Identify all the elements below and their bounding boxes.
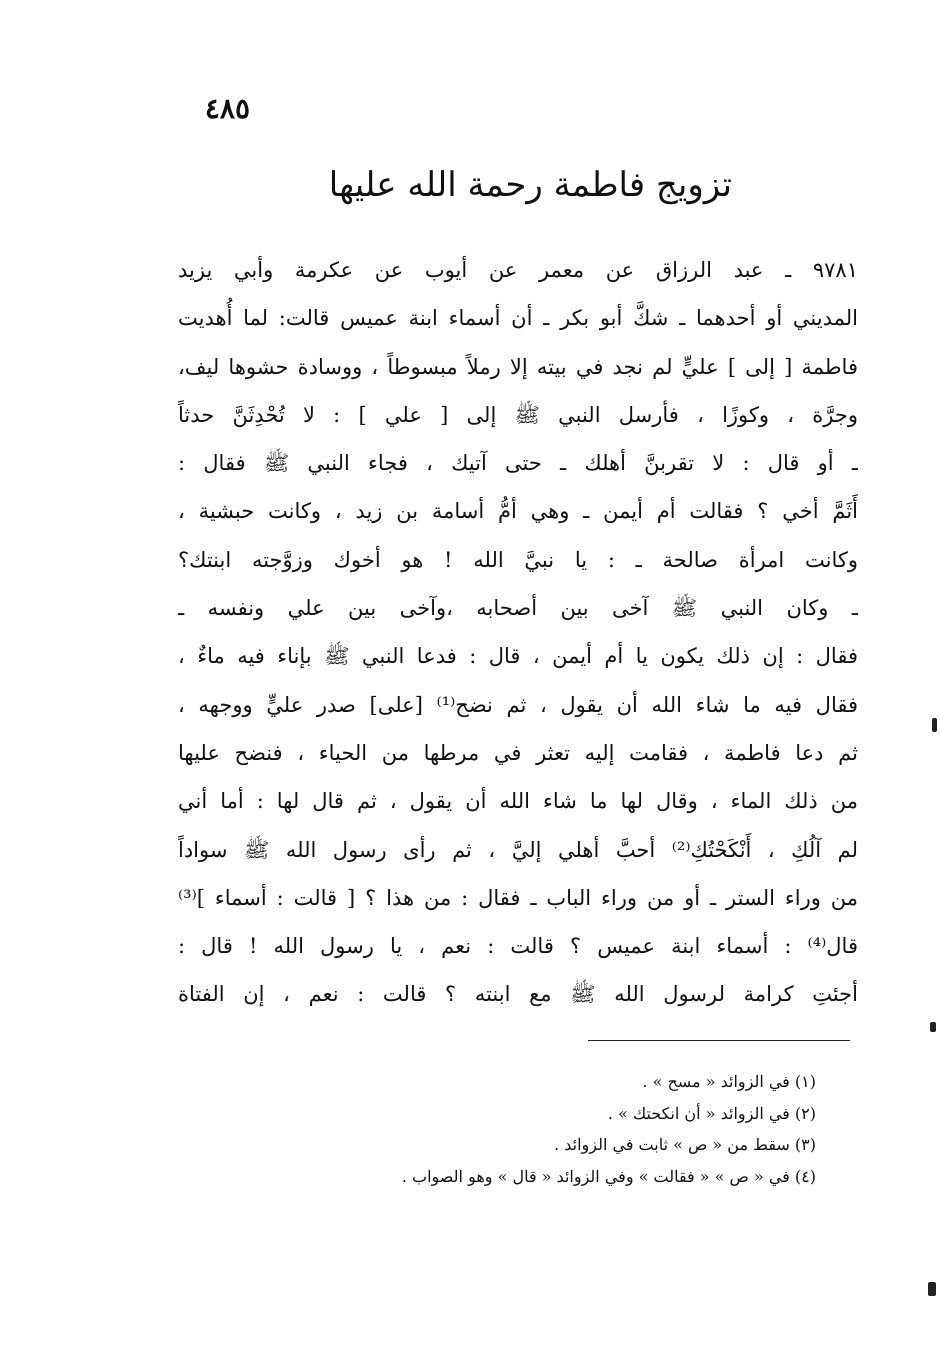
text-line: ثم دعا فاطمة ، فقامت إليه تعثر في مرطها من الحياء ، فنضح عليها <box>178 740 858 765</box>
text-line: وكانت امرأة صالحة ـ : يا نبيَّ الله ! هو أخوك وزوَّجته ابنتك؟ <box>178 547 858 572</box>
footnote-divider <box>588 1040 850 1041</box>
text-line: لم آلُكِ ، أَنْكَحْتُكِ⁽²⁾ أحبَّ أهلي إليَّ ، ثم رأى رسول الله ﷺ سواداً <box>178 837 858 862</box>
text-line: من ذلك الماء ، وقال لها ما شاء الله أن يقول ، ثم قال لها : أما أني <box>178 789 858 814</box>
text-line: أجئتِ كرامة لرسول الله ﷺ مع ابنته ؟ قالت : نعم ، إن الفتاة <box>178 982 858 1007</box>
footnote: (٣) سقط من « ص » ثابت في الزوائد . <box>554 1135 816 1155</box>
text-line: من وراء الستر ـ أو من وراء الباب ـ فقال : من هذا ؟ [ قالت : أسماء ]⁽³⁾ <box>178 885 858 910</box>
text-line: فاطمة [ إلى ] عليٍّ لم نجد في بيته إلا رملاً مبسوطاً ، ووسادة حشوها ليف، <box>178 354 858 379</box>
text-line: أَثَمَّ أخي ؟ فقالت أم أيمن ـ وهي أمُّ أسامة بن زيد ، وكانت حبشية ، <box>178 499 858 524</box>
footnote: (١) في الزوائد « مسح » . <box>642 1072 816 1091</box>
text-line: فقال : إن ذلك يكون يا أم أيمن ، قال : فدعا النبي ﷺ بإناء فيه ماءٌ ، <box>178 644 858 669</box>
footnote: (٤) في « ص » « فقالت » وفي الزوائد « قال » وهو الصواب . <box>401 1167 816 1187</box>
footnotes <box>216 1066 816 1193</box>
hadith-text <box>178 246 858 1019</box>
page-number: ٤٨٥ <box>204 92 250 125</box>
text-line: ٩٧٨١ ـ عبد الرزاق عن معمر عن أيوب عن عكرمة وأبي يزيد <box>178 258 858 282</box>
text-line: فقال فيه ما شاء الله أن يقول ، ثم نضح⁽¹⁾ [على] صدر عليٍّ ووجهه ، <box>178 692 858 717</box>
text-line: وجرَّة ، وكوزًا ، فأرسل النبي ﷺ إلى [ علي ] : لا تُحْدِثَنَّ حدثاً <box>178 402 858 427</box>
text-line: ـ أو قال : لا تقربنَّ أهلك ـ حتى آتيك ، فجاء النبي ﷺ فقال : <box>178 451 858 476</box>
scan-mark <box>932 718 937 732</box>
footnote: (٢) في الزوائد « أن انكحتك » . <box>607 1103 816 1123</box>
chapter-title: تزويج فاطمة رحمة الله عليها <box>328 165 732 205</box>
text-line: قال⁽⁴⁾ : أسماء ابنة عميس ؟ قالت : نعم ، يا رسول الله ! قال : <box>178 934 858 959</box>
scan-mark <box>930 1022 936 1032</box>
text-line: ـ وكان النبي ﷺ آخى بين أصحابه ،وآخى بين علي ونفسه ـ <box>178 596 858 621</box>
scan-mark <box>928 1282 936 1296</box>
text-line: المديني أو أحدهما ـ شكَّ أبو بكر ـ أن أسماء ابنة عميس قالت: لما أُهديت <box>178 306 858 331</box>
